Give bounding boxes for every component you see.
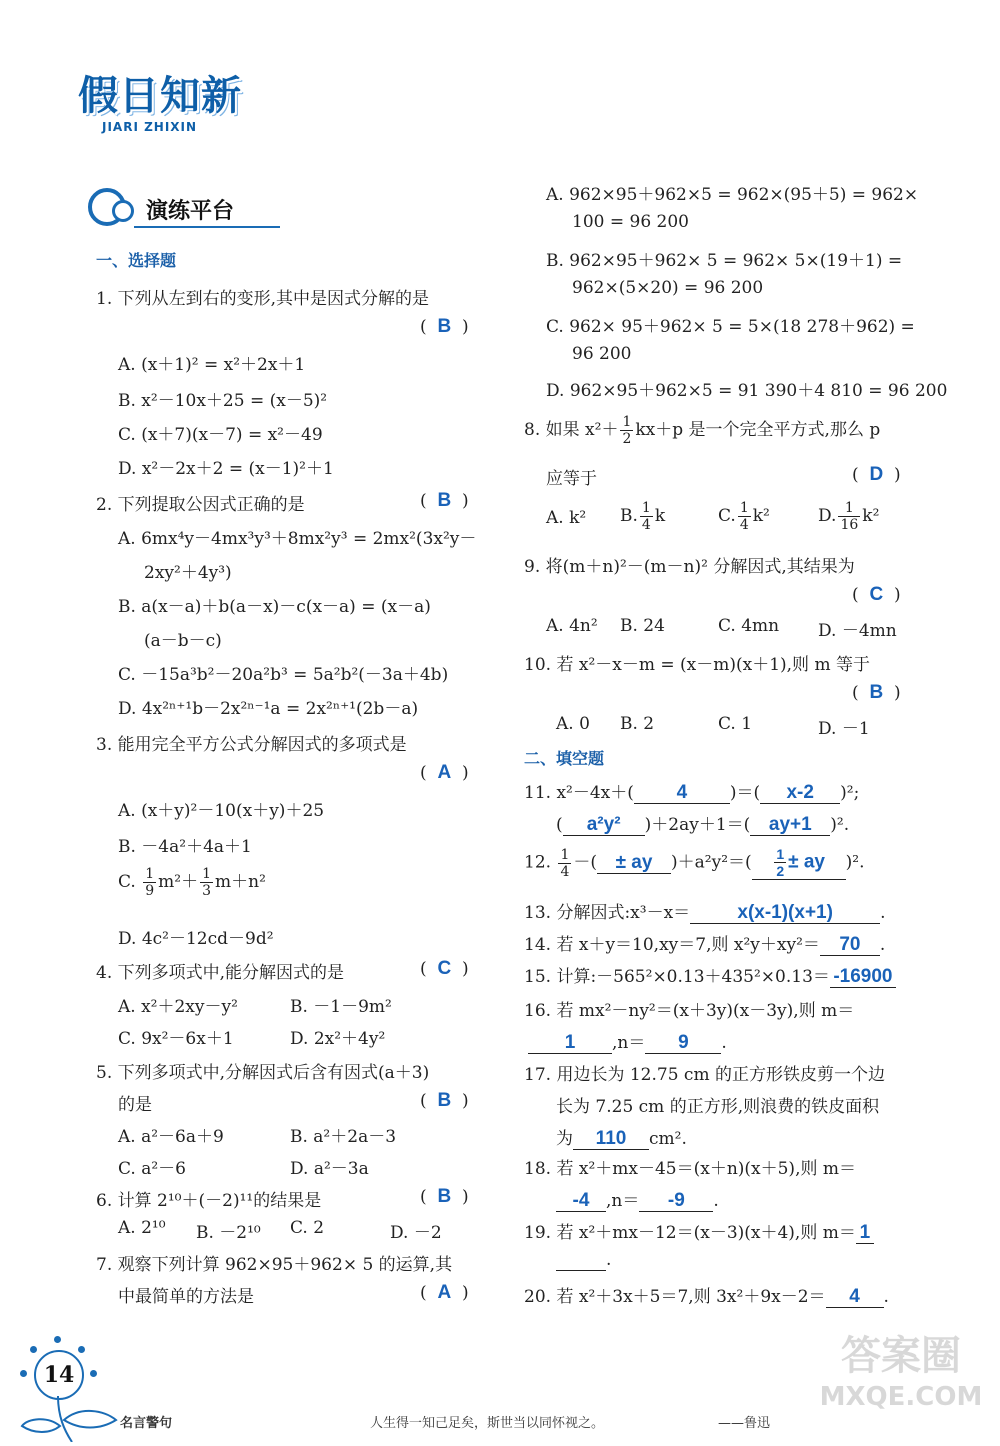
term: k² (862, 506, 880, 526)
question-17 (524, 1060, 885, 1085)
question-text: )＝( (729, 783, 761, 803)
question-20 (524, 1282, 889, 1308)
question-19-line2 (556, 1250, 611, 1271)
answer-1: B (437, 316, 452, 337)
term: m²＋ (158, 872, 199, 892)
fill-blank[interactable] (752, 846, 846, 880)
decor-dot (54, 1336, 61, 1343)
answer-slot-10: ( B ) (852, 682, 901, 703)
question-number: 7. (96, 1255, 113, 1275)
fraction (200, 866, 213, 899)
option-5a: A. a²－6a＋9 (118, 1127, 224, 1147)
fraction (738, 500, 751, 533)
option-4d: D. 2x²＋4y² (290, 1029, 386, 1049)
question-text: . (879, 935, 886, 955)
answer-3: A (437, 762, 452, 783)
question-6 (96, 1186, 321, 1211)
numerator: 1 (838, 500, 860, 517)
fill-blank[interactable]: -4 (556, 1191, 606, 1212)
fill-blank[interactable]: 1 (528, 1033, 612, 1054)
option-5b: B. a²＋2a－3 (290, 1127, 397, 1147)
fill-blank[interactable]: -9 (639, 1191, 713, 1212)
option-7c-line1: C. 962× 95＋962× 5 = 5×(18 278＋962) = (546, 317, 915, 337)
question-number: 15. (524, 967, 552, 987)
question-7 (96, 1250, 452, 1275)
fraction (143, 866, 156, 899)
question-7-line2: 中最简单的方法是 (118, 1287, 254, 1307)
fraction (558, 847, 571, 880)
question-19 (524, 1218, 874, 1244)
option-6d: D. －2 (390, 1223, 442, 1243)
fill-blank[interactable]: 4 (826, 1287, 884, 1308)
question-8-line2: 应等于 (546, 469, 597, 489)
question-number: 4. (96, 963, 113, 983)
fraction (838, 500, 860, 533)
option-label: D. (818, 506, 837, 526)
option-2d: D. 4x²ⁿ⁺¹b－2x²ⁿ⁻¹a = 2x²ⁿ⁺¹(2b－a) (118, 699, 419, 719)
term: k (654, 506, 666, 526)
fraction (620, 414, 633, 447)
fill-blank[interactable]: ay+1 (750, 815, 830, 836)
numerator: 1 (622, 414, 632, 430)
option-7c-line2: 96 200 (572, 344, 632, 364)
answer-4: C (437, 958, 452, 979)
option-8d (818, 500, 879, 533)
answer-8: D (869, 464, 884, 485)
option-label: C. (718, 506, 736, 526)
decor-dot (20, 1370, 27, 1377)
section-heading-fill: 二、填空题 (524, 749, 605, 768)
numerator: 1 (776, 846, 785, 862)
question-16-line2 (528, 1028, 727, 1054)
denominator: 4 (641, 517, 651, 533)
fraction (640, 500, 653, 533)
question-5-line2: 的是 (118, 1095, 152, 1115)
question-text: 若 x²＋mx－12＝(x－3)(x＋4),则 m＝ (556, 1223, 856, 1243)
question-text: 能用完全平方公式分解因式的多项式是 (117, 735, 407, 755)
answer-7: A (437, 1282, 452, 1303)
option-5d: D. a²－3a (290, 1159, 369, 1179)
question-text: 观察下列计算 962×95＋962× 5 的运算,其 (117, 1255, 453, 1275)
option-1c: C. (x＋7)(x－7) = x²－49 (118, 425, 323, 445)
question-number: 19. (524, 1223, 552, 1243)
option-9a: A. 4n² (546, 616, 598, 636)
numerator: 1 (641, 500, 651, 516)
option-label: B. (620, 506, 638, 526)
option-1b: B. x²－10x＋25 = (x－5)² (118, 391, 328, 411)
answer-9: C (869, 584, 884, 605)
option-8c (718, 500, 770, 533)
fill-blank-continuation (556, 1250, 606, 1271)
question-text: . (713, 1191, 719, 1211)
watermark-url: MXQE.COM (819, 1382, 983, 1412)
fill-blank[interactable]: 4 (634, 783, 730, 804)
question-18 (524, 1154, 856, 1179)
question-text: 将(m＋n)²－(m－n)² 分解因式,其结果为 (545, 557, 855, 577)
question-10 (524, 650, 870, 675)
fill-blank[interactable]: x(x-1)(x+1) (690, 903, 880, 924)
option-9c: C. 4mn (718, 616, 780, 636)
section-heading-choice: 一、选择题 (96, 251, 177, 270)
question-9 (524, 552, 855, 577)
blank-term: ± ay (788, 851, 825, 873)
footer-label: 名言警句 (120, 1416, 173, 1431)
question-number: 10. (524, 655, 552, 675)
denominator: 2 (776, 863, 785, 879)
question-number: 12. (524, 852, 552, 873)
section-banner (88, 180, 280, 232)
answer-slot-2: ( B ) (420, 490, 469, 511)
term: k² (752, 506, 770, 526)
question-text: 若 x²－x－m = (x－m)(x＋1),则 m 等于 (556, 655, 870, 675)
option-8a: A. k² (546, 508, 587, 528)
answer-slot-7: ( A ) (420, 1282, 469, 1303)
question-text: 若 x²＋3x＋5＝7,则 3x²＋9x－2＝ (556, 1287, 826, 1307)
footer-author: ——鲁迅 (718, 1416, 771, 1431)
denominator: 9 (145, 883, 155, 899)
option-2b-line1: B. a(x－a)＋b(a－x)－c(x－a) = (x－a) (118, 597, 431, 617)
question-1 (96, 284, 429, 309)
question-text: 分解因式:x³－x＝ (556, 903, 691, 923)
question-number: 13. (524, 903, 552, 923)
option-label: C. (118, 872, 136, 892)
option-7b-line1: B. 962×95＋962× 5 = 962× 5×(19＋1) = (546, 251, 903, 271)
decor-dot (78, 1346, 85, 1353)
option-3a: A. (x＋y)²－10(x＋y)＋25 (118, 801, 325, 821)
option-4c: C. 9x²－6x＋1 (118, 1029, 234, 1049)
logo (78, 58, 268, 153)
question-text: 计算 2¹⁰＋(－2)¹¹的结果是 (117, 1191, 322, 1211)
option-8b (620, 500, 665, 533)
numerator: 1 (202, 866, 211, 882)
option-2a-line1: A. 6mx⁴y－4mx³y³＋8mx²y³ = 2mx²(3x²y－ (118, 529, 477, 549)
question-number: 9. (524, 557, 541, 577)
question-number: 16. (524, 1001, 552, 1021)
banner-underline (134, 226, 280, 228)
question-5 (96, 1058, 429, 1083)
answer-slot-5: ( B ) (420, 1090, 469, 1111)
question-11 (524, 778, 859, 804)
question-text: 下列多项式中,能分解因式的是 (117, 963, 345, 983)
question-number: 6. (96, 1191, 113, 1211)
option-3b: B. －4a²＋4a＋1 (118, 837, 252, 857)
option-10c: C. 1 (718, 714, 753, 734)
question-text: )＋2ay＋1＝( (644, 815, 751, 835)
fill-blank[interactable]: 9 (645, 1033, 721, 1054)
question-15 (524, 962, 896, 988)
option-6a: A. 2¹⁰ (118, 1218, 166, 1238)
question-text: x²－4x＋( (556, 783, 634, 803)
question-text: －( (573, 852, 598, 873)
question-text: ( (556, 815, 563, 835)
question-text: )². (830, 815, 850, 835)
answer-slot-8: ( D ) (852, 464, 901, 485)
denominator: 16 (840, 517, 859, 533)
question-text: cm². (649, 1129, 687, 1149)
fill-blank[interactable]: 70 (820, 935, 880, 956)
question-text: 计算:－565²×0.13＋435²×0.13＝ (556, 967, 830, 987)
option-10d: D. －1 (818, 719, 870, 739)
answer-10: B (869, 682, 884, 703)
numerator: 1 (739, 500, 749, 516)
question-18-line2 (556, 1186, 719, 1212)
footer-quote: 人生得一知己足矣，斯世当以同怀视之。 (370, 1416, 605, 1431)
page-number: 14 (34, 1350, 84, 1400)
question-text: 为 (556, 1129, 573, 1149)
logo-title: 假日知新 (78, 73, 242, 119)
denominator: 2 (622, 431, 632, 447)
answer-slot-3: ( A ) (420, 762, 469, 783)
question-12 (524, 846, 865, 880)
question-text: ,n＝ (612, 1033, 646, 1053)
option-10a: A. 0 (556, 714, 590, 734)
question-number: 20. (524, 1287, 552, 1307)
question-17-line2: 长为 7.25 cm 的正方形,则浪费的铁皮面积 (556, 1097, 880, 1117)
answer-2: B (437, 490, 452, 511)
question-text: 如果 x²＋ (545, 420, 619, 440)
option-3d: D. 4c²－12cd－9d² (118, 929, 274, 949)
answer-slot-4: ( C ) (420, 958, 469, 979)
question-number: 2. (96, 495, 113, 515)
watermark-title: 答案圈 (841, 1333, 961, 1379)
option-7a-line1: A. 962×95＋962×5 = 962×(95＋5) = 962× (546, 185, 919, 205)
option-7d: D. 962×95＋962×5 = 91 390＋4 810 = 96 200 (546, 381, 948, 401)
option-3c (118, 866, 266, 899)
numerator: 1 (145, 866, 155, 882)
answer-slot-1: ( B ) (420, 316, 469, 337)
option-9d: D. －4mn (818, 621, 897, 641)
option-4a: A. x²＋2xy－y² (118, 997, 238, 1017)
question-text: . (883, 1287, 889, 1307)
decor-dot (30, 1346, 37, 1353)
fill-blank[interactable]: 110 (573, 1129, 649, 1150)
answer-6: B (437, 1186, 452, 1207)
question-2 (96, 490, 305, 515)
option-4b: B. －1－9m² (290, 997, 392, 1017)
numerator: 1 (560, 846, 570, 863)
fill-blank[interactable]: 1 (856, 1223, 874, 1244)
question-text: 若 x²＋mx－45＝(x＋n)(x＋5),则 m＝ (556, 1159, 856, 1179)
question-text: . (880, 903, 886, 923)
question-number: 3. (96, 735, 113, 755)
question-number: 17. (524, 1065, 552, 1085)
question-14 (524, 930, 885, 956)
question-text: )². (845, 852, 865, 873)
question-text: . (606, 1250, 612, 1270)
option-6c: C. 2 (290, 1218, 325, 1238)
fill-blank[interactable]: a²y² (563, 815, 645, 836)
question-number: 1. (96, 289, 113, 309)
banner-small-circle-icon (112, 200, 134, 222)
question-text: 若 x＋y＝10,xy＝7,则 x²y＋xy²＝ (556, 935, 820, 955)
option-10b: B. 2 (620, 714, 655, 734)
option-7a-line2: 100 = 96 200 (572, 212, 689, 232)
option-7b-line2: 962×(5×20) = 96 200 (572, 278, 764, 298)
question-17-line3 (556, 1124, 687, 1150)
question-text: 下列从左到右的变形,其中是因式分解的是 (117, 289, 430, 309)
denominator: 4 (560, 863, 570, 880)
question-3 (96, 730, 407, 755)
option-5c: C. a²－6 (118, 1159, 186, 1179)
fill-blank[interactable]: -16900 (830, 967, 896, 988)
option-2a-line2: 2xy²＋4y³) (144, 563, 232, 583)
question-16 (524, 996, 854, 1021)
denominator: 4 (739, 517, 749, 533)
question-number: 5. (96, 1063, 113, 1083)
question-8 (524, 414, 880, 447)
question-number: 18. (524, 1159, 552, 1179)
question-number: 8. (524, 420, 541, 440)
question-text: 下列多项式中,分解因式后含有因式(a＋3) (117, 1063, 430, 1083)
option-1d: D. x²－2x＋2 = (x－1)²＋1 (118, 459, 334, 479)
watermark (816, 1330, 986, 1430)
question-13 (524, 898, 886, 924)
fill-blank[interactable]: ± ay (597, 853, 671, 874)
question-text: kx＋p 是一个完全平方式,那么 p (635, 420, 881, 440)
option-1a: A. (x＋1)² = x²＋2x＋1 (118, 355, 306, 375)
question-4 (96, 958, 344, 983)
question-text: 用边长为 12.75 cm 的正方形铁皮剪一个边 (556, 1065, 885, 1085)
section-banner-title: 演练平台 (146, 199, 235, 224)
question-text: )²; (840, 783, 860, 803)
option-6b: B. －2¹⁰ (196, 1223, 261, 1243)
denominator: 3 (202, 883, 211, 899)
option-2c: C. －15a³b²－20a²b³ = 5a²b²(－3a＋4b) (118, 665, 449, 685)
question-text: . (721, 1033, 727, 1053)
fill-blank[interactable]: x-2 (760, 783, 840, 804)
answer-slot-9: ( C ) (852, 584, 901, 605)
question-11-line2 (556, 810, 849, 836)
question-number: 11. (524, 783, 552, 803)
question-number: 14. (524, 935, 552, 955)
question-text: )＋a²y²＝( (671, 852, 752, 873)
question-text: 若 mx²－ny²＝(x＋3y)(x－3y),则 m＝ (556, 1001, 855, 1021)
decor-dot (90, 1370, 97, 1377)
logo-subtitle: JIARI ZHIXIN (102, 120, 198, 134)
term: m＋n² (215, 872, 266, 892)
answer-slot-6: ( B ) (420, 1186, 469, 1207)
answer-5: B (437, 1090, 452, 1111)
question-text: 下列提取公因式正确的是 (117, 495, 305, 515)
option-9b: B. 24 (620, 616, 665, 636)
fraction (774, 846, 786, 879)
option-2b-line2: (a－b－c) (144, 631, 222, 651)
question-text: ,n＝ (606, 1191, 640, 1211)
